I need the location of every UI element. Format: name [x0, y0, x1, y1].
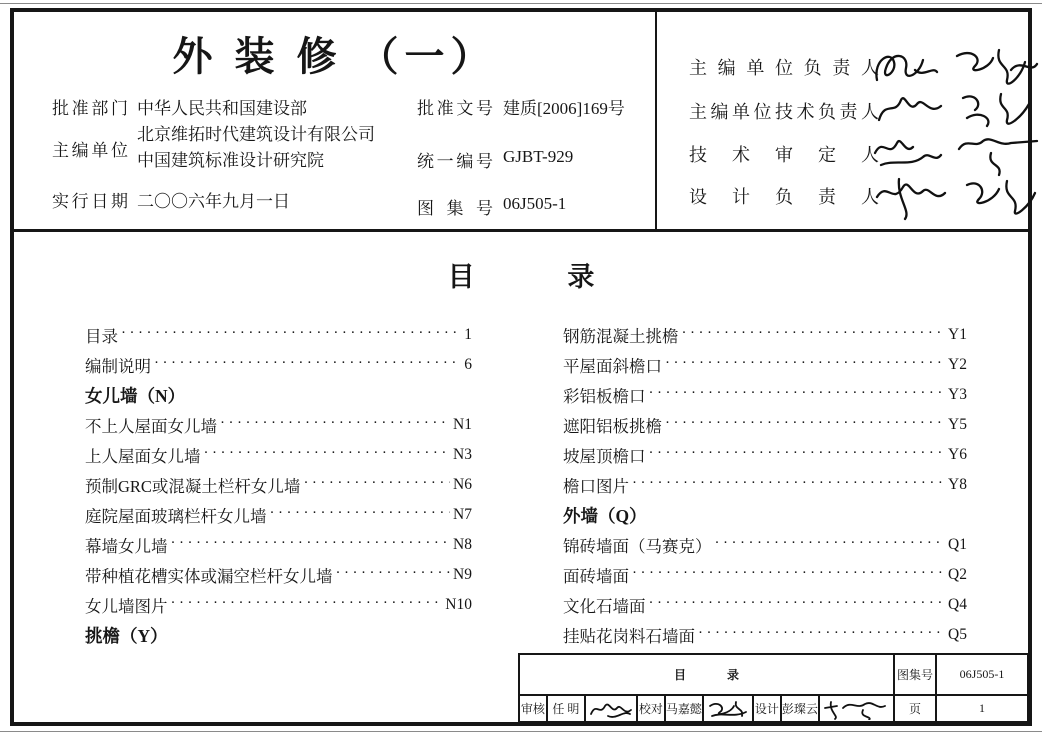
approve-dept-value: 中华人民共和国建设部	[137, 99, 307, 118]
toc-entry-ref: N10	[445, 596, 472, 613]
toc-section-header	[85, 620, 472, 650]
toc-entry-label: 遮阳铝板挑檐	[563, 417, 662, 436]
effective-date-value: 二〇〇六年九月一日	[137, 192, 290, 211]
designer-signature-scribble	[819, 695, 894, 722]
toc-entry	[563, 470, 967, 500]
designer-name: 彭璨云	[781, 695, 819, 722]
toc-section-label: 外墙（Q）	[563, 505, 647, 526]
approval-doc-label: 批准文号	[417, 99, 493, 118]
signature-label: 设计负责人	[689, 187, 879, 207]
toc-entry	[85, 350, 472, 380]
scan-artifact-line-bottom	[0, 731, 1042, 732]
toc-entry-ref: Y3	[948, 386, 967, 403]
toc-entry	[563, 380, 967, 410]
toc-entry-ref: N6	[453, 476, 472, 493]
toc-entry-label: 目录	[85, 327, 118, 346]
checker-signature-scribble	[703, 695, 753, 722]
toc-entry	[85, 470, 472, 500]
toc-dot-leader	[204, 445, 451, 465]
toc-entry-label: 幕墙女儿墙	[85, 537, 168, 556]
toc-entry-ref: Q5	[948, 626, 967, 643]
toc-entry	[563, 320, 967, 350]
toc-entry-ref: 6	[464, 356, 472, 373]
document-title: 外 装 修 （一）	[172, 34, 497, 79]
signature-row-designer	[657, 179, 1028, 213]
toc-entry-label: 面砖墙面	[563, 567, 629, 586]
toc-entry-label: 庭院屋面玻璃栏杆女儿墙	[85, 507, 267, 526]
toc-entry	[85, 440, 472, 470]
toc-dot-leader	[171, 535, 451, 555]
unified-no-value: GJBT-929	[503, 147, 574, 166]
atlas-no-label: 图集号	[417, 199, 493, 218]
toc-column-left	[85, 320, 472, 650]
toc-entry-label: 带种植花槽实体或漏空栏杆女儿墙	[85, 567, 333, 586]
chief-editor-label: 主编单位	[52, 141, 128, 160]
toc-entry-label: 锦砖墙面（马赛克）	[563, 537, 712, 556]
toc-section-header	[85, 380, 472, 410]
toc-entry-ref: Q4	[948, 596, 967, 613]
toc-entry-label: 钢筋混凝土挑檐	[563, 327, 679, 346]
toc-entry	[85, 530, 472, 560]
toc-entry-label: 编制说明	[85, 357, 151, 376]
toc-dot-leader	[270, 505, 451, 525]
signature-label: 主编单位技术负责人	[689, 102, 879, 122]
toc-section-header	[563, 500, 967, 530]
chief-editor-line2: 中国建筑标准设计研究院	[137, 151, 324, 170]
toc-heading: 目 录	[447, 262, 595, 292]
header-left-block	[14, 12, 655, 229]
toc-entry-ref: N3	[453, 446, 472, 463]
toc-entry	[563, 620, 967, 650]
toc-entry-label: 平屋面斜檐口	[563, 357, 662, 376]
toc-entry	[85, 590, 472, 620]
toc-entry-label: 预制GRC或混凝土栏杆女儿墙	[85, 477, 301, 496]
toc-entry-ref: Y1	[948, 326, 967, 343]
approval-doc-value: 建质[2006]169号	[503, 99, 625, 118]
signature-scribble	[871, 171, 1039, 223]
header-section	[14, 12, 1028, 232]
toc-dot-leader	[336, 565, 451, 585]
toc-entry	[85, 560, 472, 590]
toc-entry-label: 上人屋面女儿墙	[85, 447, 201, 466]
toc-entry	[563, 530, 967, 560]
signature-row-approver	[657, 137, 1028, 171]
reviewer-signature-scribble	[585, 695, 637, 722]
scan-artifact-line-top	[0, 3, 1042, 4]
toc-dot-leader	[715, 535, 946, 555]
toc-section-label: 女儿墙（N）	[85, 385, 186, 406]
toc-dot-leader	[171, 595, 443, 615]
toc-entry-ref: Q2	[948, 566, 967, 583]
toc-dot-leader	[682, 325, 946, 345]
toc-entry-ref: Q1	[948, 536, 967, 553]
toc-entry-label: 坡屋顶檐口	[563, 447, 646, 466]
checker-label: 校对	[637, 695, 665, 722]
effective-date-label: 实行日期	[52, 192, 128, 211]
chief-editor-line1: 北京维拓时代建筑设计有限公司	[137, 125, 375, 144]
toc-entry	[563, 590, 967, 620]
toc-entry-label: 檐口图片	[563, 477, 629, 496]
toc-entry-label: 挂贴花岗料石墙面	[563, 627, 695, 646]
toc-entry	[85, 500, 472, 530]
sheet-border-frame	[10, 8, 1032, 726]
approve-dept-label: 批准部门	[52, 99, 128, 118]
toc-dot-leader	[665, 355, 945, 375]
title-block-atlas-label: 图集号	[894, 654, 936, 695]
toc-entry	[563, 440, 967, 470]
toc-entry-label: 不上人屋面女儿墙	[85, 417, 217, 436]
chief-editor-value	[137, 122, 375, 174]
atlas-no-value: 06J505-1	[503, 194, 567, 213]
title-block-atlas-no: 06J505-1	[936, 654, 1028, 695]
toc-entry-ref: Y6	[948, 446, 967, 463]
toc-entry-label: 彩铝板檐口	[563, 387, 646, 406]
title-block-sheet-title: 目 录	[519, 654, 894, 695]
toc-entry	[563, 410, 967, 440]
toc-section-label: 挑檐（Y）	[85, 625, 168, 646]
toc-entry-ref: Y2	[948, 356, 967, 373]
toc-entry-ref: N7	[453, 506, 472, 523]
signature-label: 技术审定人	[689, 145, 879, 165]
toc-section	[14, 232, 1028, 723]
toc-entry-label: 女儿墙图片	[85, 597, 168, 616]
toc-dot-leader	[121, 325, 461, 345]
toc-dot-leader	[632, 475, 945, 495]
toc-entry-ref: Y8	[948, 476, 967, 493]
toc-entry	[85, 320, 472, 350]
toc-column-right	[563, 320, 967, 650]
signature-panel	[655, 12, 1028, 229]
title-block-table	[518, 653, 1029, 723]
toc-entry	[563, 560, 967, 590]
reviewer-name: 任 明	[547, 695, 585, 722]
signature-label: 主编单位负责人	[689, 58, 879, 78]
page-number: 1	[936, 695, 1028, 722]
toc-entry-ref: Y5	[948, 416, 967, 433]
reviewer-label: 审核	[519, 695, 547, 722]
toc-dot-leader	[698, 625, 945, 645]
toc-entry-label: 文化石墙面	[563, 597, 646, 616]
toc-dot-leader	[632, 565, 945, 585]
toc-entry	[85, 410, 472, 440]
toc-entry-ref: N1	[453, 416, 472, 433]
toc-entry-ref: N9	[453, 566, 472, 583]
designer-label: 设计	[753, 695, 781, 722]
toc-entry-ref: N8	[453, 536, 472, 553]
page-label: 页	[894, 695, 936, 722]
signature-row-chief	[657, 50, 1028, 84]
toc-dot-leader	[649, 595, 946, 615]
toc-dot-leader	[303, 475, 450, 495]
unified-no-label: 统一编号	[417, 152, 493, 171]
toc-entry	[563, 350, 967, 380]
toc-dot-leader	[665, 415, 945, 435]
checker-name: 马嘉懿	[665, 695, 703, 722]
toc-dot-leader	[649, 385, 946, 405]
toc-entry-ref: 1	[464, 326, 472, 343]
toc-dot-leader	[220, 415, 450, 435]
toc-dot-leader	[154, 355, 461, 375]
toc-dot-leader	[649, 445, 946, 465]
signature-row-tech-chief	[657, 94, 1028, 128]
